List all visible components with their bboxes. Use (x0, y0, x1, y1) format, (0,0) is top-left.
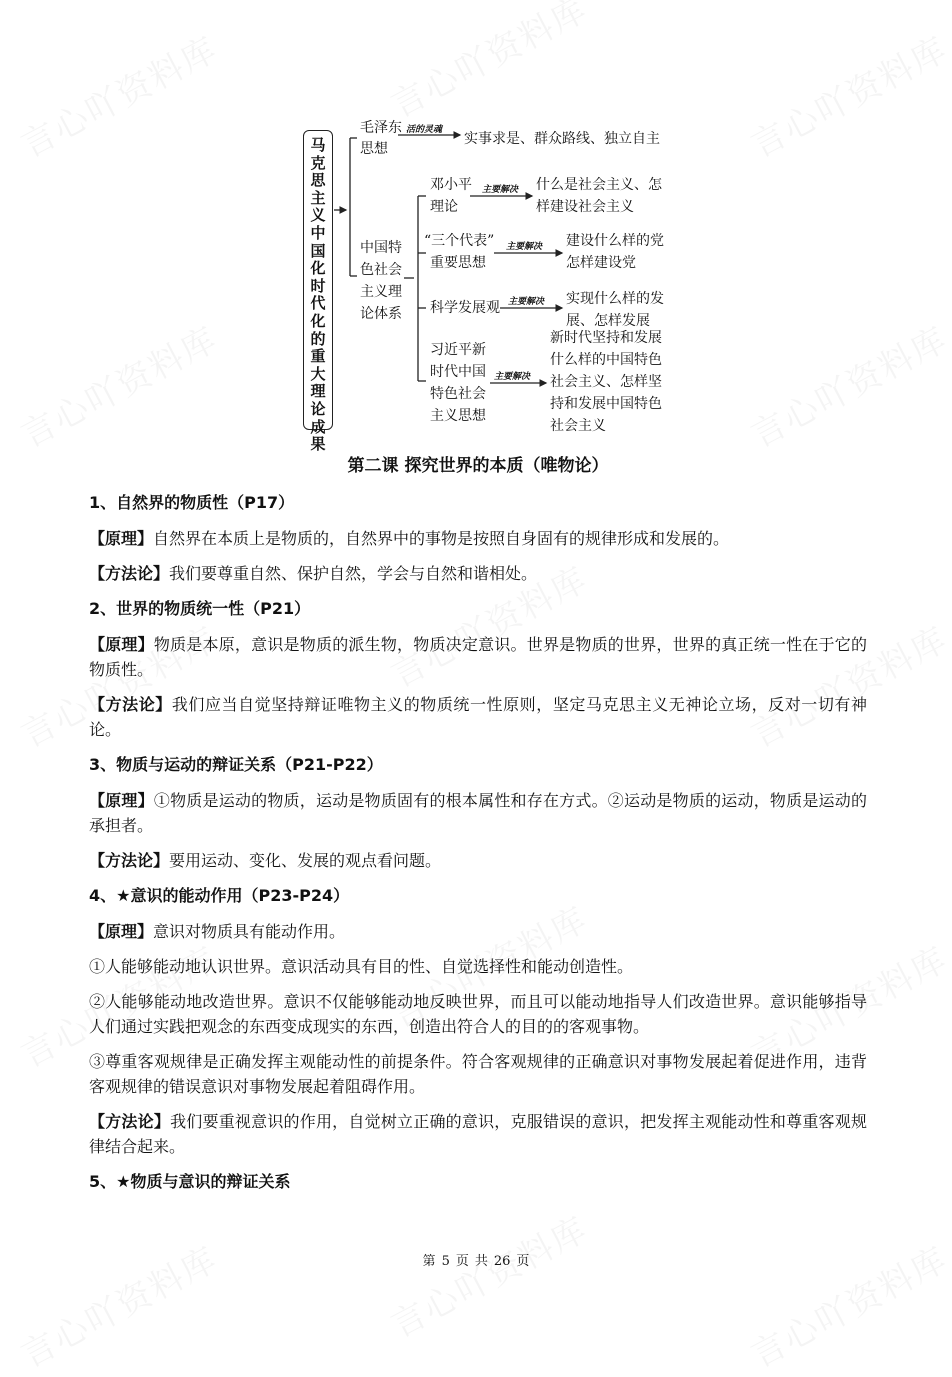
scientific-arrow-label: 主要解决 (508, 297, 545, 307)
footer-text: 共 (474, 1254, 488, 1269)
point-paragraph: ①人能够能动地认识世界。意识活动具有目的性、自觉选择性和能动创造性。 (89, 957, 634, 976)
footer-text: 页 (516, 1254, 530, 1269)
watermark (381, 0, 595, 127)
root-title: 马克思主义中国化时代化的重大理论成果 (310, 136, 326, 454)
mao-arrow-label: 活的灵魂 (406, 125, 443, 135)
scientific-content: 展、怎样发展 (566, 313, 650, 329)
principle-tag: 【原理】 (89, 791, 154, 810)
footer-text: 第 (422, 1254, 436, 1269)
method-text: 我们要重视意识的作用，自觉树立正确的意识，克服错误的意识，把发挥主观能动性和尊重客观规律结合起来。 (89, 1112, 867, 1156)
system-label: 主义理 (360, 284, 402, 300)
three-represents-name: “三个代表” (424, 233, 495, 249)
xi-name: 主义思想 (430, 408, 486, 424)
lesson-title: 第二课 探究世界的本质（唯物论） (347, 456, 609, 476)
watermark (11, 312, 225, 457)
principle-tag: 【原理】 (89, 922, 154, 941)
three-represents-arrow-label: 主要解决 (506, 242, 543, 252)
section-heading: 3、物质与运动的辩证关系（P21-P22） (89, 755, 383, 774)
method-paragraph (89, 692, 867, 742)
method-text: 我们应当自觉坚持辩证唯物主义的物质统一性原则，坚定马克思主义无神论立场，反对一切有神论。 (89, 695, 867, 739)
xi-content: 社会主义、怎样坚 (550, 374, 662, 390)
system-label: 中国特 (360, 240, 402, 256)
current-page-number: 5 (441, 1254, 450, 1269)
method-text: 要用运动、变化、发展的观点看问题。 (169, 851, 442, 870)
xi-name: 时代中国 (430, 364, 486, 380)
principle-paragraph (89, 526, 867, 551)
point-paragraph: ②人能够能动地改造世界。意识不仅能够能动地反映世界，而且可以能动地指导人们改造世界。意识能够指导人们通过实践把观念的东西变成现实的东西，创造出符合人的目的的客观事物。 (89, 992, 867, 1036)
method-tag: 【方法论】 (89, 851, 170, 870)
root-box (303, 130, 333, 454)
deng-content: 样建设社会主义 (536, 199, 634, 215)
method-text: 我们要尊重自然、保护自然，学会与自然和谐相处。 (169, 564, 538, 583)
deng-name: 理论 (430, 199, 458, 215)
method-tag: 【方法论】 (89, 695, 172, 714)
three-represents-content: 建设什么样的党 (566, 233, 664, 249)
mao-content: 实事求是、群众路线、独立自主 (464, 131, 660, 147)
mao-name: 毛泽东 (360, 120, 402, 136)
method-paragraph (89, 1109, 867, 1159)
three-represents-content: 怎样建设党 (566, 255, 636, 271)
scientific-content: 实现什么样的发 (566, 291, 664, 307)
deng-content: 什么是社会主义、怎 (536, 177, 662, 193)
principle-text: ①物质是运动的物质，运动是物质固有的根本属性和存在方式。②运动是物质的运动，物质是运动的承担者。 (89, 791, 867, 835)
watermark (741, 312, 952, 457)
system-label: 论体系 (360, 306, 402, 322)
deng-arrow-label: 主要解决 (482, 185, 519, 195)
theory-diagram (300, 118, 680, 454)
principle-tag: 【原理】 (89, 635, 154, 654)
section-heading: 1、自然界的物质性（P17） (89, 493, 295, 512)
principle-tag: 【原理】 (89, 529, 154, 548)
section-heading: 2、世界的物质统一性（P21） (89, 599, 311, 618)
principle-text: 意识对物质具有能动作用。 (153, 922, 346, 941)
method-tag: 【方法论】 (89, 1112, 171, 1131)
watermark (11, 22, 225, 167)
xi-content: 什么样的中国特色 (550, 352, 662, 368)
watermark (741, 22, 952, 167)
point-paragraph: ③尊重客观规律是正确发挥主观能动性的前提条件。符合客观规律的正确意识对事物发展起着促进作用，违背客观规律的错误意识对事物发展起着阻碍作用。 (89, 1052, 867, 1096)
system-label: 色社会 (360, 262, 402, 278)
method-paragraph (89, 848, 867, 873)
principle-text: 自然界在本质上是物质的，自然界中的事物是按照自身固有的规律形成和发展的。 (153, 529, 730, 548)
page-footer (0, 1250, 952, 1269)
xi-arrow-label: 主要解决 (494, 372, 531, 382)
principle-paragraph (89, 632, 867, 682)
deng-name: 邓小平 (430, 177, 472, 193)
lesson-content (89, 452, 867, 1195)
principle-paragraph (89, 919, 867, 944)
watermark (381, 1202, 595, 1347)
section-heading: 5、★物质与意识的辩证关系 (89, 1172, 291, 1191)
xi-content: 新时代坚持和发展 (550, 330, 662, 346)
mao-name: 思想 (360, 141, 388, 157)
xi-name: 特色社会 (430, 386, 486, 402)
scientific-name: 科学发展观 (430, 300, 500, 316)
principle-text: 物质是本原，意识是物质的派生物，物质决定意识。世界是物质的世界，世界的真正统一性在于它的物质性。 (89, 635, 867, 679)
principle-paragraph (89, 788, 867, 838)
footer-text: 页 (455, 1254, 469, 1269)
total-page-number: 26 (493, 1254, 511, 1269)
xi-content: 持和发展中国特色 (550, 396, 662, 412)
xi-content: 社会主义 (550, 418, 606, 434)
section-heading: 4、★意识的能动作用（P23-P24） (89, 886, 350, 905)
three-represents-name: 重要思想 (430, 255, 486, 271)
method-paragraph (89, 561, 867, 586)
xi-name: 习近平新 (430, 342, 486, 358)
method-tag: 【方法论】 (89, 564, 170, 583)
